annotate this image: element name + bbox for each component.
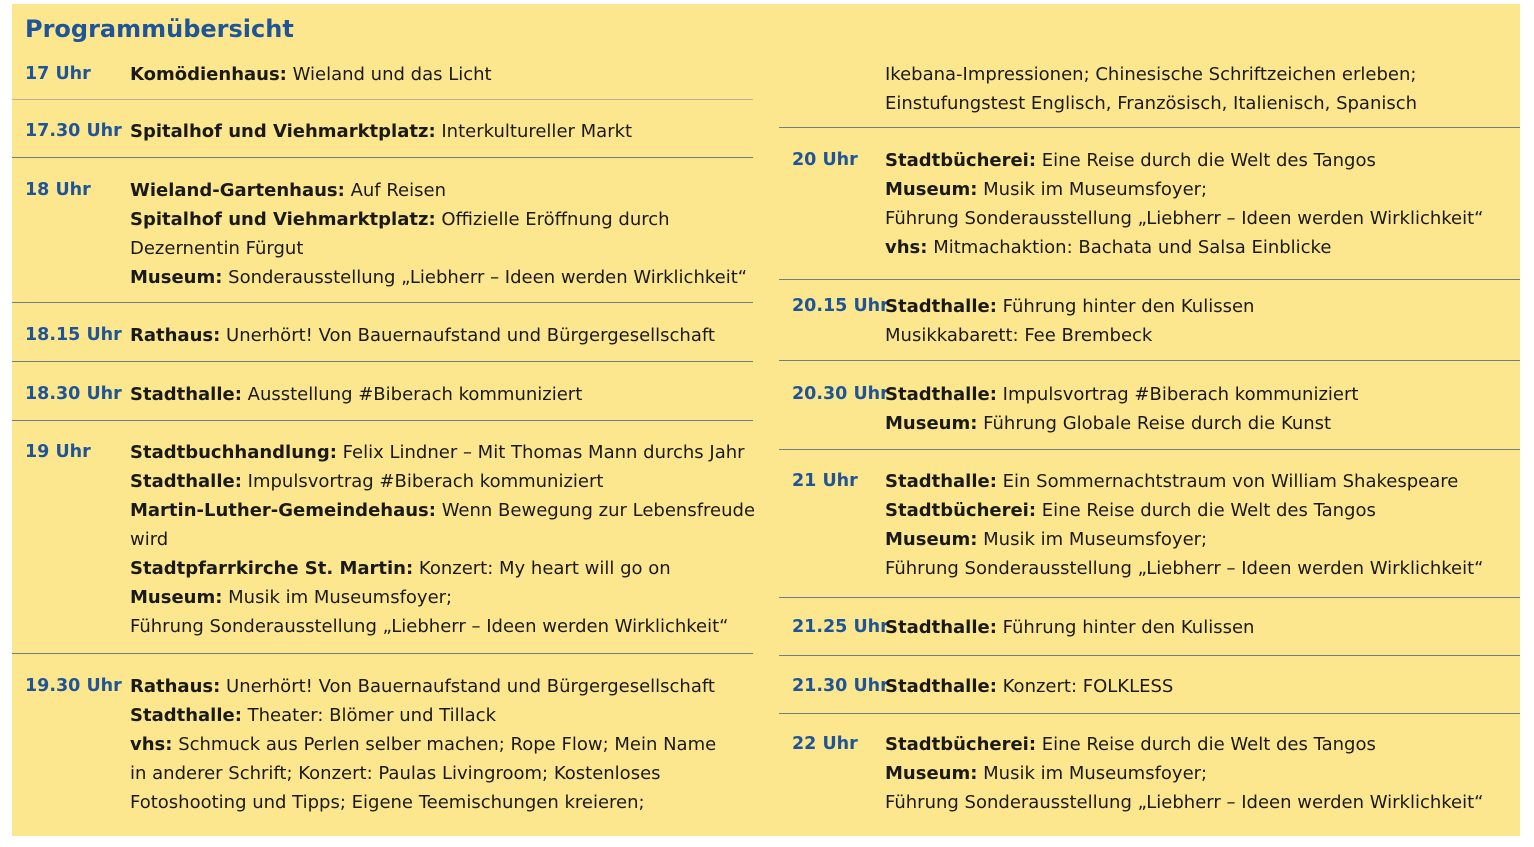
entry-time: 17.30 Uhr	[25, 121, 122, 141]
entry-lines	[885, 292, 1254, 350]
event-text: Wenn Bewegung zur Lebensfreude	[435, 500, 756, 521]
event-text: Musikkabarett: Fee Brembeck	[885, 325, 1153, 346]
venue-name: Stadthalle:	[130, 705, 242, 726]
entry-line	[130, 467, 755, 496]
event-text: Einstufungstest Englisch, Französisch, Italienisch, Spanisch	[885, 93, 1418, 114]
entry-time: 21.25 Uhr	[792, 617, 889, 637]
event-text: Unerhört! Von Bauernaufstand und Bürgergesellschaft	[220, 325, 715, 346]
entry-line	[885, 292, 1254, 321]
row-divider	[12, 99, 753, 100]
event-text: Musik im Museumsfoyer;	[977, 179, 1208, 200]
event-text: Führung Sonderausstellung „Liebherr – Ideen werden Wirklichkeit“	[885, 208, 1484, 229]
venue-name: Stadtbücherei:	[885, 500, 1037, 521]
entry-line	[885, 613, 1254, 642]
entry-line	[885, 146, 1484, 175]
entry-line	[885, 60, 1417, 89]
entry-lines	[130, 438, 755, 641]
event-text: Fotoshooting und Tipps; Eigene Teemischungen kreieren;	[130, 792, 645, 813]
venue-name: Komödienhaus:	[130, 64, 287, 85]
venue-name: Stadtbücherei:	[885, 150, 1037, 171]
entry-lines	[130, 380, 582, 409]
entry-lines	[130, 176, 747, 292]
entry-line	[130, 205, 747, 234]
venue-name: Stadthalle:	[885, 676, 997, 697]
venue-name: Spitalhof und Viehmarktplatz:	[130, 121, 436, 142]
venue-name: Rathaus:	[130, 676, 221, 697]
venue-name: Stadthalle:	[130, 384, 242, 405]
entry-time: 19 Uhr	[25, 442, 91, 462]
entry-line	[130, 263, 747, 292]
entry-line	[130, 234, 747, 263]
venue-name: Rathaus:	[130, 325, 221, 346]
entry-line	[130, 554, 755, 583]
entry-line	[130, 701, 716, 730]
entry-time: 18.15 Uhr	[25, 325, 122, 345]
event-text: Ein Sommernachtstraum von William Shakespeare	[996, 471, 1459, 492]
event-text: Unerhört! Von Bauernaufstand und Bürgergesellschaft	[220, 676, 715, 697]
page-title: Programmübersicht	[25, 15, 294, 43]
entry-lines	[885, 730, 1484, 817]
entry-line	[130, 380, 582, 409]
row-divider	[12, 302, 753, 303]
entry-line	[130, 788, 716, 817]
entry-line	[130, 60, 492, 89]
entry-line	[885, 409, 1358, 438]
event-text: Ausstellung #Biberach kommuniziert	[241, 384, 583, 405]
event-text: Auf Reisen	[344, 180, 446, 201]
venue-name: Stadthalle:	[885, 296, 997, 317]
entry-line	[885, 525, 1484, 554]
entry-time: 22 Uhr	[792, 734, 858, 754]
venue-name: Stadthalle:	[885, 617, 997, 638]
event-text: Schmuck aus Perlen selber machen; Rope Flow; Mein Name	[172, 734, 717, 755]
entry-line	[885, 204, 1484, 233]
entry-line	[130, 672, 716, 701]
row-divider	[12, 157, 753, 158]
entry-line	[130, 496, 755, 525]
event-text: Wieland und das Licht	[286, 64, 492, 85]
venue-name: Wieland-Gartenhaus:	[130, 180, 345, 201]
entry-line	[885, 759, 1484, 788]
entry-lines	[885, 60, 1417, 118]
program-panel	[12, 4, 1520, 836]
event-text: Führung hinter den Kulissen	[996, 617, 1255, 638]
entry-line	[885, 233, 1484, 262]
row-divider	[779, 597, 1520, 598]
entry-line	[885, 321, 1254, 350]
venue-name: Museum:	[885, 179, 978, 200]
entry-lines	[130, 321, 715, 350]
event-text: Konzert: My heart will go on	[413, 558, 671, 579]
row-divider	[779, 713, 1520, 714]
entry-lines	[130, 117, 632, 146]
event-text: Impulsvortrag #Biberach kommuniziert	[241, 471, 604, 492]
event-text: in anderer Schrift; Konzert: Paulas Livingroom; Kostenloses	[130, 763, 661, 784]
event-text: Mitmachaktion: Bachata und Salsa Einblicke	[927, 237, 1332, 258]
event-text: Sonderausstellung „Liebherr – Ideen werden Wirklichkeit“	[222, 267, 748, 288]
event-text: Interkultureller Markt	[435, 121, 633, 142]
venue-name: Museum:	[130, 267, 223, 288]
event-text: Musik im Museumsfoyer;	[977, 763, 1208, 784]
event-text: Dezernentin Fürgut	[130, 238, 304, 259]
entry-time: 20.30 Uhr	[792, 384, 889, 404]
venue-name: vhs:	[130, 734, 173, 755]
entry-lines	[130, 60, 492, 89]
event-text: Offizielle Eröffnung durch	[435, 209, 670, 230]
row-divider	[779, 655, 1520, 656]
entry-lines	[885, 613, 1254, 642]
entry-line	[885, 730, 1484, 759]
entry-line	[885, 554, 1484, 583]
entry-line	[885, 380, 1358, 409]
event-text: Eine Reise durch die Welt des Tangos	[1036, 734, 1376, 755]
event-text: Ikebana-Impressionen; Chinesische Schriftzeichen erleben;	[885, 64, 1417, 85]
venue-name: Stadthalle:	[885, 384, 997, 405]
entry-line	[130, 117, 632, 146]
entry-line	[130, 759, 716, 788]
entry-line	[130, 438, 755, 467]
venue-name: Martin-Luther-Gemeindehaus:	[130, 500, 436, 521]
entry-line	[130, 321, 715, 350]
entry-line	[130, 583, 755, 612]
venue-name: Stadthalle:	[885, 471, 997, 492]
row-divider	[779, 449, 1520, 450]
event-text: Führung Sonderausstellung „Liebherr – Ideen werden Wirklichkeit“	[130, 616, 729, 637]
event-text: Eine Reise durch die Welt des Tangos	[1036, 150, 1376, 171]
event-text: wird	[130, 529, 169, 550]
entry-line	[885, 467, 1484, 496]
event-text: Eine Reise durch die Welt des Tangos	[1036, 500, 1376, 521]
entry-lines	[885, 467, 1484, 583]
entry-lines	[885, 672, 1173, 701]
row-divider	[12, 653, 753, 654]
entry-time: 18 Uhr	[25, 180, 91, 200]
venue-name: Stadtbuchhandlung:	[130, 442, 337, 463]
event-text: Musik im Museumsfoyer;	[977, 529, 1208, 550]
entry-time: 21.30 Uhr	[792, 676, 889, 696]
entry-lines	[885, 146, 1484, 262]
venue-name: Stadtbücherei:	[885, 734, 1037, 755]
entry-line	[885, 89, 1417, 118]
event-text: Führung Globale Reise durch die Kunst	[977, 413, 1332, 434]
entry-line	[130, 525, 755, 554]
entry-time: 20 Uhr	[792, 150, 858, 170]
venue-name: Museum:	[130, 587, 223, 608]
row-divider	[779, 127, 1520, 128]
event-text: Führung Sonderausstellung „Liebherr – Ideen werden Wirklichkeit“	[885, 792, 1484, 813]
entry-line	[885, 788, 1484, 817]
entry-time: 19.30 Uhr	[25, 676, 122, 696]
venue-name: Museum:	[885, 529, 978, 550]
venue-name: Stadtpfarrkirche St. Martin:	[130, 558, 414, 579]
event-text: Impulsvortrag #Biberach kommuniziert	[996, 384, 1359, 405]
entry-line	[885, 175, 1484, 204]
entry-line	[885, 496, 1484, 525]
event-text: Führung Sonderausstellung „Liebherr – Ideen werden Wirklichkeit“	[885, 558, 1484, 579]
venue-name: Stadthalle:	[130, 471, 242, 492]
row-divider	[779, 279, 1520, 280]
event-text: Felix Lindner – Mit Thomas Mann durchs Jahr	[336, 442, 745, 463]
event-text: Musik im Museumsfoyer;	[222, 587, 453, 608]
entry-line	[130, 730, 716, 759]
row-divider	[12, 361, 753, 362]
entry-lines	[130, 672, 716, 817]
entry-line	[130, 176, 747, 205]
event-text: Konzert: FOLKLESS	[996, 676, 1174, 697]
entry-lines	[885, 380, 1358, 438]
entry-line	[130, 612, 755, 641]
event-text: Theater: Blömer und Tillack	[241, 705, 497, 726]
entry-line	[885, 672, 1173, 701]
entry-time: 21 Uhr	[792, 471, 858, 491]
row-divider	[779, 360, 1520, 361]
entry-time: 17 Uhr	[25, 64, 91, 84]
row-divider	[12, 420, 753, 421]
venue-name: Museum:	[885, 763, 978, 784]
venue-name: vhs:	[885, 237, 928, 258]
venue-name: Spitalhof und Viehmarktplatz:	[130, 209, 436, 230]
entry-time: 20.15 Uhr	[792, 296, 889, 316]
event-text: Führung hinter den Kulissen	[996, 296, 1255, 317]
venue-name: Museum:	[885, 413, 978, 434]
entry-time: 18.30 Uhr	[25, 384, 122, 404]
